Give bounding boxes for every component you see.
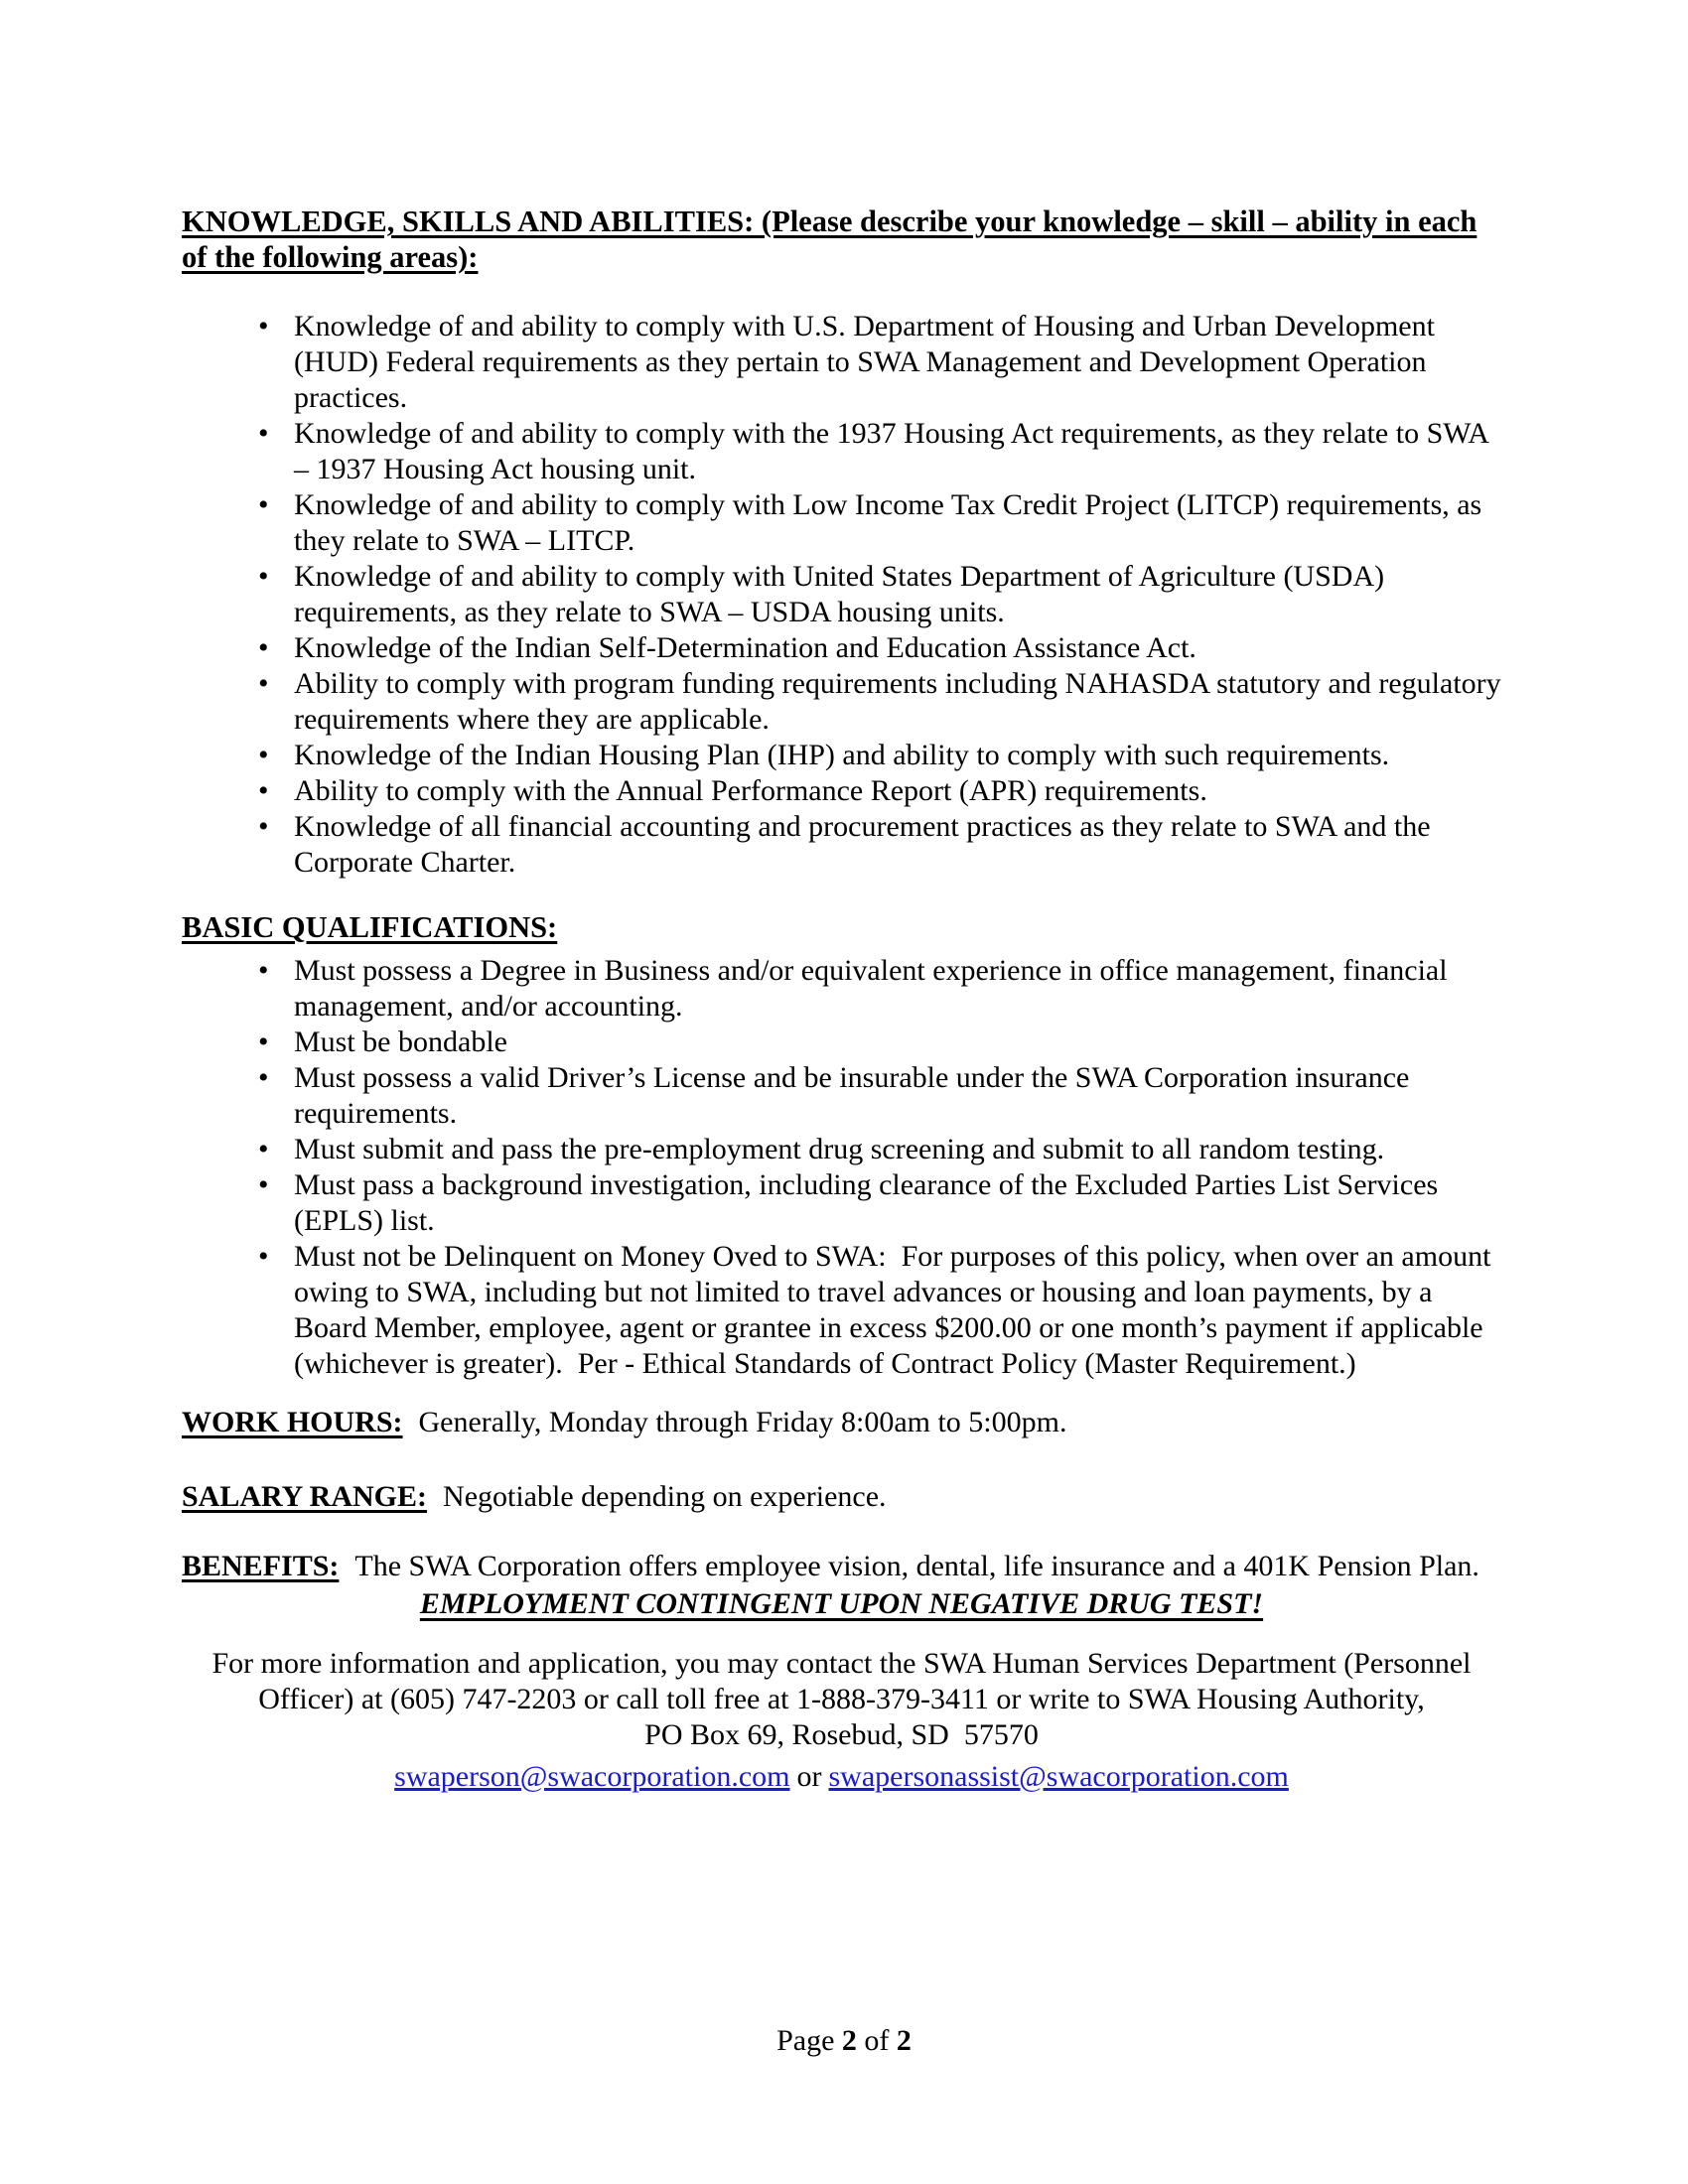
work-hours-text: Generally, Monday through Friday 8:00am to 5:00pm. bbox=[418, 1406, 1067, 1438]
drug-test-notice: EMPLOYMENT CONTINGENT UPON NEGATIVE DRUG TEST! bbox=[419, 1587, 1264, 1620]
benefits-label: BENEFITS: bbox=[182, 1550, 340, 1582]
benefits-line bbox=[182, 1549, 1501, 1584]
email-separator-text: or bbox=[796, 1760, 822, 1793]
contact-block bbox=[182, 1646, 1501, 1795]
ksa-item-1: • Knowledge of and ability to comply with U.S. Department of Housing and Urban Development (HUD) Federal requirements as they pertain to SWA Management and Development Operation practices. bbox=[182, 309, 1501, 416]
contact-emails-line bbox=[182, 1759, 1501, 1795]
ksa-item-2: • Knowledge of and ability to comply with the 1937 Housing Act requirements, as they relate to SWA – 1937 Housing Act housing unit. bbox=[182, 416, 1501, 487]
ksa-heading: KNOWLEDGE, SKILLS AND ABILITIES: (Please describe your knowledge – skill – ability in each of the following areas): bbox=[182, 205, 1477, 274]
footer-page-number: 2 bbox=[841, 2024, 857, 2057]
benefits-text: The SWA Corporation offers employee vision, dental, life insurance and a 401K Pension Plan. bbox=[354, 1550, 1479, 1582]
footer-page-word: Page bbox=[776, 2024, 835, 2057]
page-footer bbox=[0, 2023, 1688, 2059]
basic-qualifications-heading: BASIC QUALIFICATIONS: bbox=[182, 910, 558, 944]
qualification-item-3: • Must possess a valid Driver’s License and be insurable under the SWA Corporation insurance requirements. bbox=[182, 1060, 1501, 1132]
qualification-item-5: • Must pass a background investigation, including clearance of the Excluded Parties List Services (EPLS) list. bbox=[182, 1167, 1501, 1239]
qualifications-list bbox=[182, 953, 1501, 1382]
ksa-item-8: • Ability to comply with the Annual Performance Report (APR) requirements. bbox=[182, 773, 1501, 809]
qualification-item-1: • Must possess a Degree in Business and/or equivalent experience in office management, financial management, and/or accounting. bbox=[182, 953, 1501, 1024]
ksa-item-6: • Ability to comply with program funding requirements including NAHASDA statutory and regulatory requirements where they are applicable. bbox=[182, 666, 1501, 738]
work-hours-line bbox=[182, 1405, 1501, 1440]
qualification-item-2: • Must be bondable bbox=[182, 1024, 1501, 1060]
ksa-item-5: • Knowledge of the Indian Self-Determination and Education Assistance Act. bbox=[182, 630, 1501, 666]
email-link-primary[interactable]: swaperson@swacorporation.com bbox=[394, 1760, 790, 1793]
contact-address-line: PO Box 69, Rosebud, SD 57570 bbox=[644, 1718, 1039, 1751]
ksa-item-9: • Knowledge of all financial accounting and procurement practices as they relate to SWA and the Corporate Charter. bbox=[182, 809, 1501, 881]
ksa-item-3: • Knowledge of and ability to comply with Low Income Tax Credit Project (LITCP) requirements, as they relate to SWA – LITCP. bbox=[182, 487, 1501, 559]
qualification-item-4: • Must submit and pass the pre-employment drug screening and submit to all random testing. bbox=[182, 1132, 1501, 1167]
ksa-item-7: • Knowledge of the Indian Housing Plan (IHP) and ability to comply with such requirements. bbox=[182, 738, 1501, 773]
contact-info-line: For more information and application, you may contact the SWA Human Services Department (Personnel Officer) at (605) 747-2203 or call toll free at 1-888-379-3411 or write to SWA Housing Authority, bbox=[211, 1647, 1478, 1715]
salary-range-label: SALARY RANGE: bbox=[182, 1480, 428, 1513]
footer-of-word: of bbox=[864, 2024, 890, 2057]
salary-range-text: Negotiable depending on experience. bbox=[443, 1480, 887, 1513]
salary-range-line bbox=[182, 1479, 1501, 1515]
email-link-secondary[interactable]: swapersonassist@swacorporation.com bbox=[828, 1760, 1289, 1793]
footer-total-pages: 2 bbox=[896, 2024, 912, 2057]
qualification-item-6: • Must not be Delinquent on Money Oved to SWA: For purposes of this policy, when over an amount owing to SWA, including but not limited to travel advances or housing and loan payments, by a Board Member, employee, agent or grantee in excess $200.00 or one month’s payment if applicable (whichever is greater). Per - Ethical Standards of Contract Policy (Master Requirement.) bbox=[182, 1239, 1501, 1382]
ksa-item-4: • Knowledge of and ability to comply with United States Department of Agriculture (USDA) requirements, as they relate to SWA – USDA housing units. bbox=[182, 559, 1501, 630]
ksa-list bbox=[182, 309, 1509, 881]
work-hours-label: WORK HOURS: bbox=[182, 1406, 403, 1438]
